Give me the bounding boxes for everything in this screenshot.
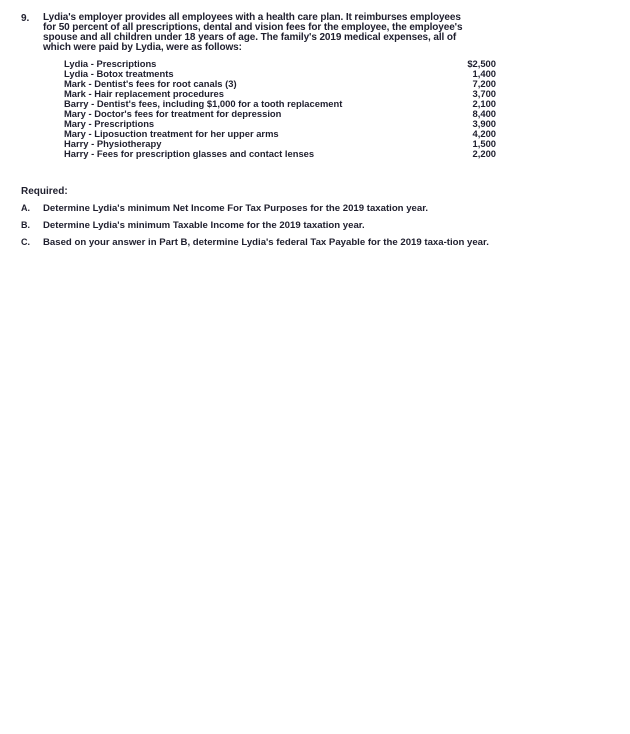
part-text: Determine Lydia's minimum Taxable Income for the 2019 taxation year. xyxy=(43,220,365,231)
part-text: Based on your answer in Part B, determine Lydia's federal Tax Payable for the 2019 taxa-tion year. xyxy=(43,237,489,248)
expense-description: Mary - Doctor's fees for treatment for depression xyxy=(64,108,282,119)
expense-amount: 1,500 xyxy=(472,138,496,149)
expense-description: Barry - Dentist's fees, including $1,000 for a tooth replacement xyxy=(64,98,343,109)
expense-description: Lydia - Botox treatments xyxy=(64,68,174,79)
expense-amount: $2,500 xyxy=(467,58,496,69)
question-line: which were paid by Lydia, were as follows: xyxy=(43,42,242,53)
expense-amount: 8,400 xyxy=(472,108,496,119)
question-line: spouse and all children under 18 years of age. The family's 2019 medical expenses, all of xyxy=(43,32,457,43)
part-letter: C. xyxy=(21,237,30,247)
question-line: Lydia's employer provides all employees with a health care plan. It reimburses employees xyxy=(43,12,461,23)
expense-amount: 2,200 xyxy=(472,148,496,159)
expense-description: Harry - Fees for prescription glasses and contact lenses xyxy=(64,148,315,159)
expense-row xyxy=(64,149,496,159)
required-part xyxy=(21,203,541,214)
expense-amount: 4,200 xyxy=(472,128,496,139)
expense-amount: 3,700 xyxy=(472,88,496,99)
required-part xyxy=(21,220,541,231)
required-parts xyxy=(21,203,541,254)
expense-amount: 2,100 xyxy=(472,98,496,109)
expense-amount: 3,900 xyxy=(472,118,496,129)
question-line: for 50 percent of all prescriptions, dental and vision fees for the employee, the employee's xyxy=(43,22,463,33)
expense-description: Mark - Dentist's fees for root canals (3) xyxy=(64,78,237,89)
expense-description: Mark - Hair replacement procedures xyxy=(64,88,224,99)
expense-amount: 1,400 xyxy=(472,68,496,79)
required-heading: Required: xyxy=(21,186,68,197)
question-text xyxy=(43,13,543,53)
part-letter: B. xyxy=(21,220,30,230)
expense-description: Mary - Liposuction treatment for her upper arms xyxy=(64,128,279,139)
expense-list xyxy=(64,59,496,159)
expense-description: Harry - Physiotherapy xyxy=(64,138,162,149)
part-letter: A. xyxy=(21,203,30,213)
expense-description: Mary - Prescriptions xyxy=(64,118,155,129)
part-text: Determine Lydia's minimum Net Income For Tax Purposes for the 2019 taxation year. xyxy=(43,203,429,214)
expense-amount: 7,200 xyxy=(472,78,496,89)
required-part xyxy=(21,237,541,248)
expense-description: Lydia - Prescriptions xyxy=(64,58,157,69)
question-number: 9. xyxy=(21,13,30,24)
